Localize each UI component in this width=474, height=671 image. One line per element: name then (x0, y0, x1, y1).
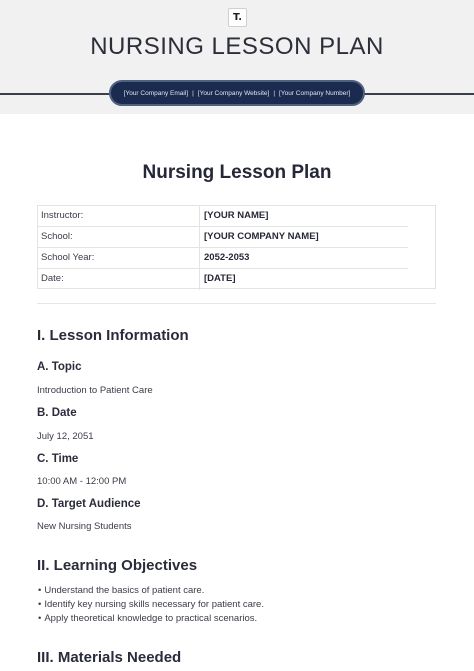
contact-separator: | (192, 89, 194, 97)
bullet-marker: • (38, 599, 42, 610)
company-number: [Your Company Number] (279, 89, 351, 97)
section-heading-learning-objectives: II. Learning Objectives (37, 557, 198, 574)
time-text: 10:00 AM - 12:00 PM (37, 476, 127, 487)
info-row-school (38, 227, 408, 248)
subheading-time: C. Time (37, 453, 79, 465)
subheading-target-audience: D. Target Audience (37, 498, 141, 510)
company-email: [Your Company Email] (123, 89, 189, 97)
column-divider (199, 227, 200, 248)
audience-text: New Nursing Students (37, 521, 132, 532)
info-label: Instructor: (41, 210, 84, 221)
company-logo: T. (228, 8, 247, 27)
header-rule-right (364, 93, 474, 95)
column-divider (199, 269, 200, 290)
info-label: Date: (41, 273, 64, 284)
section-heading-materials-needed: III. Materials Needed (37, 649, 182, 666)
objective-item (38, 613, 257, 624)
objective-text: Understand the basics of patient care. (44, 585, 205, 596)
topic-text: Introduction to Patient Care (37, 385, 153, 396)
column-divider (199, 248, 200, 269)
document-title: Nursing Lesson Plan (142, 162, 332, 183)
column-divider (199, 206, 200, 227)
info-row-instructor (38, 206, 408, 227)
info-label: School Year: (41, 252, 95, 263)
objective-text: Identify key nursing skills necessary for patient care. (44, 599, 264, 610)
company-website: [Your Company Website] (197, 89, 270, 97)
info-value: [YOUR NAME] (204, 210, 269, 221)
subheading-date: B. Date (37, 407, 77, 419)
header-rule-left (0, 93, 110, 95)
info-value: [YOUR COMPANY NAME] (204, 231, 319, 242)
contact-pill (109, 80, 365, 106)
date-text: July 12, 2051 (37, 431, 94, 442)
objective-text: Apply theoretical knowledge to practical scenarios. (44, 613, 258, 624)
section-heading-lesson-information: I. Lesson Information (37, 327, 189, 344)
bullet-marker: • (38, 613, 42, 624)
section-divider (37, 303, 436, 304)
objective-item (38, 585, 204, 596)
info-table (37, 205, 436, 289)
subheading-topic: A. Topic (37, 361, 82, 373)
info-row-school-year (38, 248, 408, 269)
info-label: School: (41, 231, 73, 242)
bullet-marker: • (38, 585, 42, 596)
objective-item (38, 599, 264, 610)
document-header (0, 0, 474, 114)
header-title: NURSING LESSON PLAN (90, 33, 384, 60)
contact-separator: | (273, 89, 276, 97)
info-row-date (38, 269, 408, 290)
info-value: [DATE] (204, 273, 236, 284)
info-value: 2052-2053 (204, 252, 250, 263)
